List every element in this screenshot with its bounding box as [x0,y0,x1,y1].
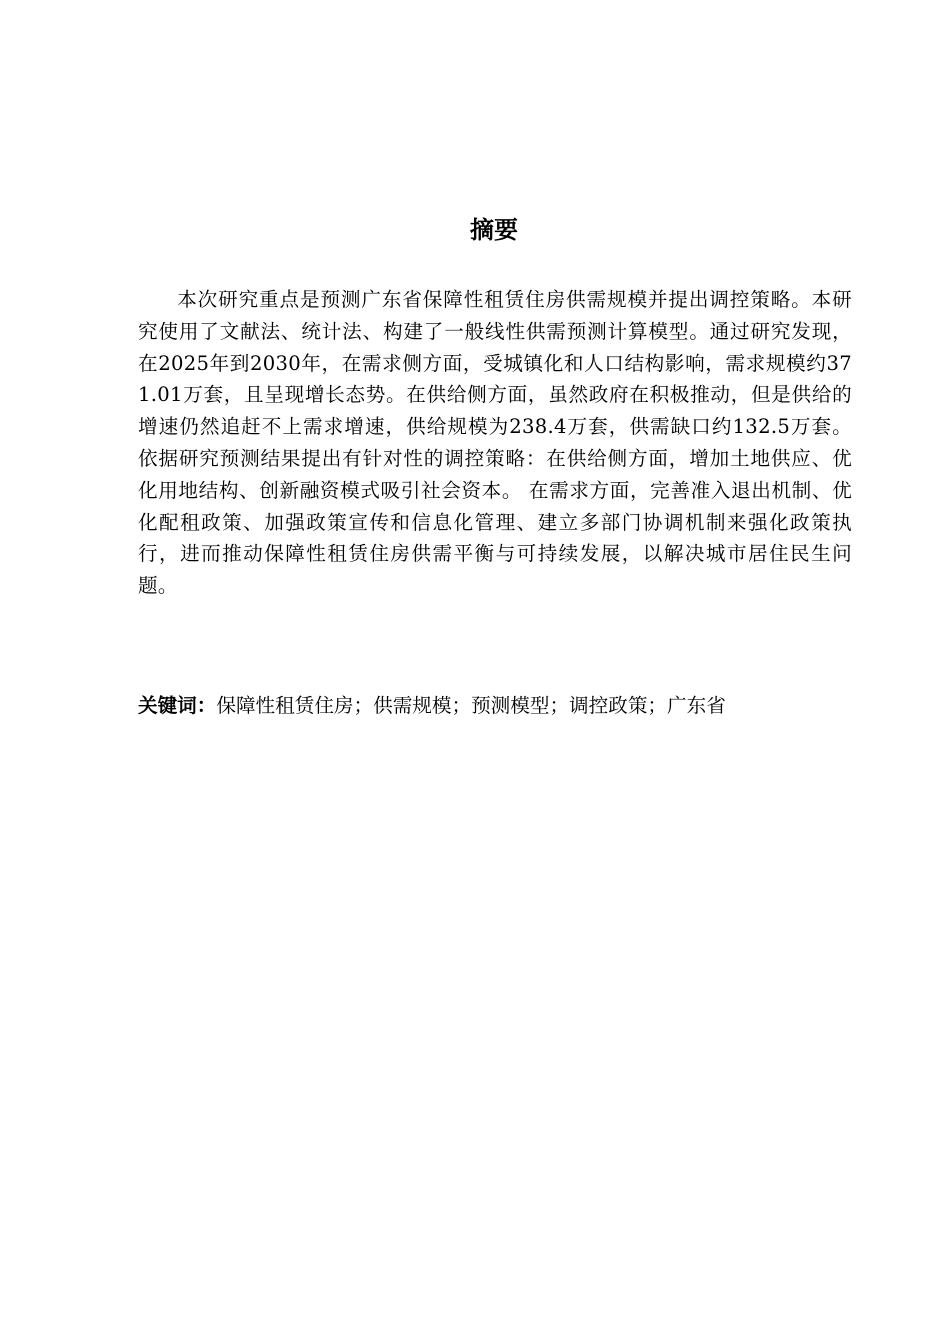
keywords-label: 关键词： [138,694,217,717]
keywords-value: 保障性租赁住房；供需规模；预测模型；调控政策；广东省 [216,694,726,717]
abstract-title: 摘要 [470,216,518,244]
abstract-paragraph: 本次研究重点是预测广东省保障性租赁住房供需规模并提出调控策略。本研究使用了文献法、统计法、构建了一般线性供需预测计算模型。通过研究发现，在2025年到2030年，在需求侧方面，受城镇化和人口结构影响，需求规模约371.01万套，且呈现增长态势。在供给侧方面，虽然政府在积极推动，但是供给的增速仍然追赶不上需求增速，供给规模为238.4万套，供需缺口约132.5万套。 依据研究预测结果提出有针对性的调控策略：在供给侧方面，增加土地供应、优化用地结构、创新融资模式吸引社会资本。 在需求方面，完善准入退出机制、优化配租政策、加强政策宣传和信息化管理、建立多部门协调机制来强化政策执行，进而推动保障性租赁住房供需平衡与可持续发展，以解决城市居住民生问题。 [138,288,852,598]
keywords-line [138,690,852,722]
